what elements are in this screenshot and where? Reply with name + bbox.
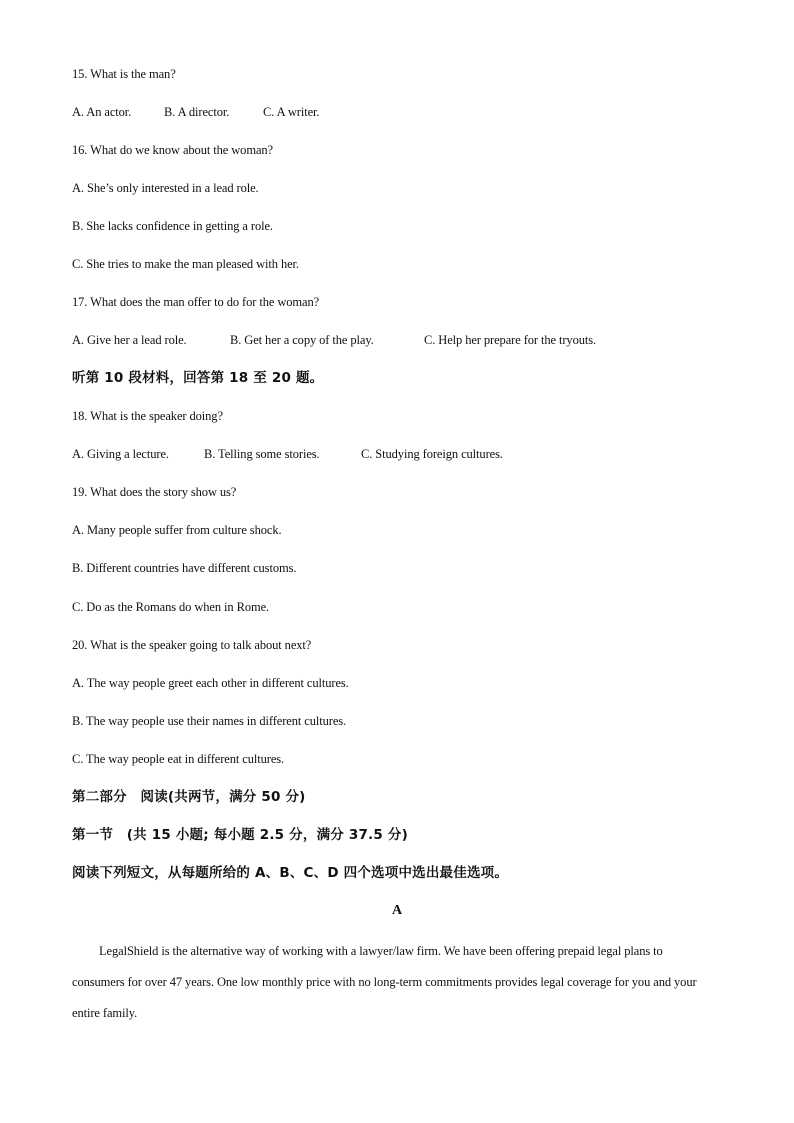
passage-paragraph: LegalShield is the alternative way of working with a lawyer/law firm. We have been offering prepaid legal plans to consumers for over 47 years. One low monthly price with no long-term commitments provides legal coverage for you and your entire family. xyxy=(72,944,697,1020)
question-20-option-c: C. The way people eat in different cultures. xyxy=(72,752,285,766)
option-c: C. Help her prepare for the tryouts. xyxy=(424,333,597,347)
question-16: 16. What do we know about the woman? xyxy=(72,143,273,157)
option-b: B. Telling some stories. xyxy=(204,447,320,461)
question-19-option-b: B. Different countries have different customs. xyxy=(72,561,297,575)
option-a: A. Giving a lecture. xyxy=(72,447,169,461)
option-b: B. A director. xyxy=(164,105,230,119)
question-16-option-a: A. She’s only interested in a lead role. xyxy=(72,181,259,195)
question-20-option-b: B. The way people use their names in different cultures. xyxy=(72,714,347,728)
question-15-options xyxy=(72,104,319,120)
reading-instruction: 阅读下列短文，从每题所给的 A、B、C、D 四个选项中选出最佳选项。 xyxy=(72,865,509,881)
question-20-option-a: A. The way people greet each other in different cultures. xyxy=(72,676,349,690)
option-a: A. An actor. xyxy=(72,105,132,119)
section-one-heading: 第一节 (共 15 小题; 每小题 2.5 分，满分 37.5 分) xyxy=(72,827,408,843)
question-15: 15. What is the man? xyxy=(72,67,176,81)
part-two-heading: 第二部分 阅读(共两节，满分 50 分) xyxy=(72,789,306,805)
question-19-option-c: C. Do as the Romans do when in Rome. xyxy=(72,600,270,614)
passage-letter: A xyxy=(391,903,403,918)
question-16-option-b: B. She lacks confidence in getting a role. xyxy=(72,219,273,233)
option-a: A. Give her a lead role. xyxy=(72,333,187,347)
question-19-option-a: A. Many people suffer from culture shock. xyxy=(72,523,282,537)
question-19: 19. What does the story show us? xyxy=(72,485,237,499)
option-c: C. A writer. xyxy=(263,105,320,119)
question-20: 20. What is the speaker going to talk about next? xyxy=(72,638,312,652)
option-b: B. Get her a copy of the play. xyxy=(230,333,374,347)
option-c: C. Studying foreign cultures. xyxy=(361,447,503,461)
question-18: 18. What is the speaker doing? xyxy=(72,409,223,423)
question-17-options xyxy=(72,332,596,348)
question-18-options xyxy=(72,446,503,462)
question-16-option-c: C. She tries to make the man pleased with her. xyxy=(72,257,299,271)
question-17: 17. What does the man offer to do for the woman? xyxy=(72,295,320,309)
listening-section-heading: 听第 10 段材料，回答第 18 至 20 题。 xyxy=(72,370,324,386)
